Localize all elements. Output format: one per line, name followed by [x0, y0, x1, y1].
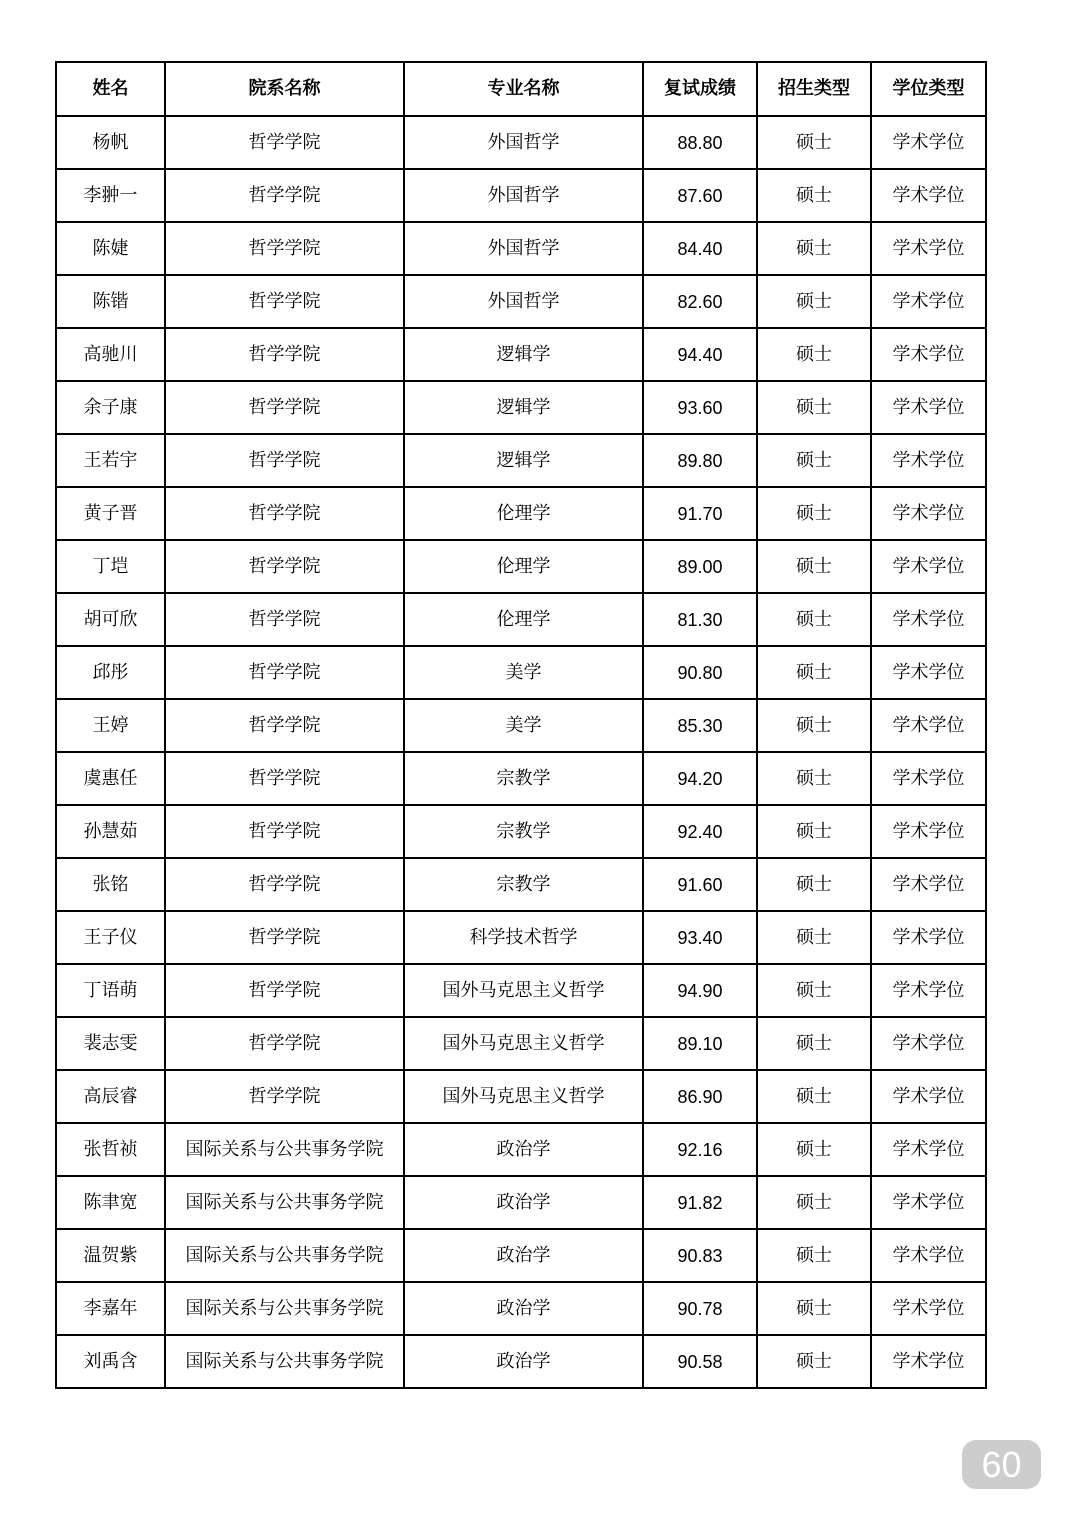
cell-department: 哲学学院 [165, 275, 404, 328]
cell-enrollment-type: 硕士 [757, 1176, 871, 1229]
cell-score: 90.58 [643, 1335, 757, 1388]
cell-name: 黄子晋 [56, 487, 165, 540]
table-row [56, 1017, 986, 1070]
cell-degree-type: 学术学位 [871, 1229, 986, 1282]
cell-name: 邱彤 [56, 646, 165, 699]
cell-score: 81.30 [643, 593, 757, 646]
cell-enrollment-type: 硕士 [757, 275, 871, 328]
cell-enrollment-type: 硕士 [757, 1282, 871, 1335]
cell-degree-type: 学术学位 [871, 1335, 986, 1388]
cell-name: 孙慧茹 [56, 805, 165, 858]
cell-major: 政治学 [404, 1176, 643, 1229]
cell-degree-type: 学术学位 [871, 911, 986, 964]
cell-department: 哲学学院 [165, 1070, 404, 1123]
table-row [56, 593, 986, 646]
cell-enrollment-type: 硕士 [757, 858, 871, 911]
cell-name: 胡可欣 [56, 593, 165, 646]
cell-score: 90.78 [643, 1282, 757, 1335]
header-department: 院系名称 [165, 62, 404, 116]
cell-department: 国际关系与公共事务学院 [165, 1176, 404, 1229]
table-row [56, 911, 986, 964]
cell-name: 杨帆 [56, 116, 165, 169]
cell-score: 94.40 [643, 328, 757, 381]
cell-enrollment-type: 硕士 [757, 487, 871, 540]
cell-enrollment-type: 硕士 [757, 1123, 871, 1176]
table-row [56, 540, 986, 593]
cell-degree-type: 学术学位 [871, 593, 986, 646]
cell-enrollment-type: 硕士 [757, 1017, 871, 1070]
table-row [56, 222, 986, 275]
table-row [56, 1229, 986, 1282]
cell-name: 张哲祯 [56, 1123, 165, 1176]
cell-enrollment-type: 硕士 [757, 752, 871, 805]
cell-department: 哲学学院 [165, 805, 404, 858]
cell-enrollment-type: 硕士 [757, 1335, 871, 1388]
cell-name: 王婷 [56, 699, 165, 752]
table-row [56, 381, 986, 434]
cell-enrollment-type: 硕士 [757, 593, 871, 646]
cell-department: 国际关系与公共事务学院 [165, 1282, 404, 1335]
table-row [56, 434, 986, 487]
cell-score: 89.80 [643, 434, 757, 487]
cell-major: 政治学 [404, 1123, 643, 1176]
table-row [56, 699, 986, 752]
header-name: 姓名 [56, 62, 165, 116]
cell-degree-type: 学术学位 [871, 964, 986, 1017]
table-row [56, 487, 986, 540]
cell-score: 87.60 [643, 169, 757, 222]
cell-major: 政治学 [404, 1335, 643, 1388]
cell-degree-type: 学术学位 [871, 1123, 986, 1176]
cell-major: 逻辑学 [404, 328, 643, 381]
cell-score: 94.20 [643, 752, 757, 805]
cell-degree-type: 学术学位 [871, 487, 986, 540]
cell-score: 90.83 [643, 1229, 757, 1282]
cell-department: 哲学学院 [165, 222, 404, 275]
header-enrollment-type: 招生类型 [757, 62, 871, 116]
cell-degree-type: 学术学位 [871, 1070, 986, 1123]
cell-enrollment-type: 硕士 [757, 964, 871, 1017]
cell-department: 哲学学院 [165, 540, 404, 593]
cell-enrollment-type: 硕士 [757, 1070, 871, 1123]
cell-name: 张铭 [56, 858, 165, 911]
header-degree-type: 学位类型 [871, 62, 986, 116]
cell-major: 国外马克思主义哲学 [404, 1070, 643, 1123]
cell-score: 93.40 [643, 911, 757, 964]
cell-major: 外国哲学 [404, 169, 643, 222]
cell-degree-type: 学术学位 [871, 752, 986, 805]
cell-enrollment-type: 硕士 [757, 646, 871, 699]
cell-score: 91.70 [643, 487, 757, 540]
cell-score: 84.40 [643, 222, 757, 275]
cell-name: 裴志雯 [56, 1017, 165, 1070]
header-row [56, 62, 986, 116]
cell-major: 政治学 [404, 1229, 643, 1282]
cell-major: 外国哲学 [404, 275, 643, 328]
page-number-badge: 60 [962, 1440, 1041, 1489]
cell-enrollment-type: 硕士 [757, 540, 871, 593]
cell-degree-type: 学术学位 [871, 381, 986, 434]
cell-name: 丁语萌 [56, 964, 165, 1017]
cell-major: 科学技术哲学 [404, 911, 643, 964]
cell-enrollment-type: 硕士 [757, 434, 871, 487]
cell-degree-type: 学术学位 [871, 540, 986, 593]
table-row [56, 1282, 986, 1335]
table-row [56, 116, 986, 169]
cell-degree-type: 学术学位 [871, 805, 986, 858]
cell-department: 国际关系与公共事务学院 [165, 1123, 404, 1176]
cell-name: 余子康 [56, 381, 165, 434]
cell-score: 94.90 [643, 964, 757, 1017]
cell-major: 美学 [404, 646, 643, 699]
cell-major: 宗教学 [404, 752, 643, 805]
cell-department: 哲学学院 [165, 1017, 404, 1070]
cell-department: 哲学学院 [165, 116, 404, 169]
cell-department: 哲学学院 [165, 964, 404, 1017]
cell-degree-type: 学术学位 [871, 434, 986, 487]
cell-department: 国际关系与公共事务学院 [165, 1229, 404, 1282]
cell-department: 哲学学院 [165, 752, 404, 805]
table-row [56, 169, 986, 222]
cell-department: 哲学学院 [165, 646, 404, 699]
cell-score: 92.16 [643, 1123, 757, 1176]
cell-degree-type: 学术学位 [871, 275, 986, 328]
cell-major: 国外马克思主义哲学 [404, 964, 643, 1017]
cell-department: 哲学学院 [165, 434, 404, 487]
cell-name: 刘禹含 [56, 1335, 165, 1388]
cell-name: 陈锴 [56, 275, 165, 328]
cell-score: 93.60 [643, 381, 757, 434]
cell-department: 哲学学院 [165, 699, 404, 752]
cell-degree-type: 学术学位 [871, 646, 986, 699]
table-body [56, 116, 986, 1388]
cell-department: 哲学学院 [165, 328, 404, 381]
cell-enrollment-type: 硕士 [757, 1229, 871, 1282]
header-major: 专业名称 [404, 62, 643, 116]
cell-major: 政治学 [404, 1282, 643, 1335]
cell-score: 82.60 [643, 275, 757, 328]
cell-department: 哲学学院 [165, 911, 404, 964]
cell-major: 宗教学 [404, 858, 643, 911]
table-row [56, 805, 986, 858]
cell-department: 哲学学院 [165, 381, 404, 434]
cell-degree-type: 学术学位 [871, 116, 986, 169]
cell-degree-type: 学术学位 [871, 169, 986, 222]
cell-name: 王若宇 [56, 434, 165, 487]
cell-score: 86.90 [643, 1070, 757, 1123]
cell-name: 陈婕 [56, 222, 165, 275]
table-row [56, 646, 986, 699]
admission-results-table [55, 61, 987, 1389]
cell-degree-type: 学术学位 [871, 699, 986, 752]
cell-major: 伦理学 [404, 540, 643, 593]
cell-department: 哲学学院 [165, 593, 404, 646]
cell-major: 逻辑学 [404, 434, 643, 487]
cell-major: 外国哲学 [404, 116, 643, 169]
cell-department: 哲学学院 [165, 858, 404, 911]
table-row [56, 964, 986, 1017]
table-row [56, 858, 986, 911]
table-row [56, 1123, 986, 1176]
cell-name: 李翀一 [56, 169, 165, 222]
table-row [56, 275, 986, 328]
cell-enrollment-type: 硕士 [757, 116, 871, 169]
cell-score: 88.80 [643, 116, 757, 169]
cell-name: 王子仪 [56, 911, 165, 964]
cell-degree-type: 学术学位 [871, 1282, 986, 1335]
cell-degree-type: 学术学位 [871, 222, 986, 275]
cell-major: 国外马克思主义哲学 [404, 1017, 643, 1070]
cell-score: 91.82 [643, 1176, 757, 1229]
cell-name: 温贺紫 [56, 1229, 165, 1282]
cell-degree-type: 学术学位 [871, 1017, 986, 1070]
cell-enrollment-type: 硕士 [757, 805, 871, 858]
cell-major: 逻辑学 [404, 381, 643, 434]
cell-score: 92.40 [643, 805, 757, 858]
cell-score: 91.60 [643, 858, 757, 911]
cell-name: 丁垲 [56, 540, 165, 593]
table-row [56, 328, 986, 381]
cell-degree-type: 学术学位 [871, 1176, 986, 1229]
cell-major: 伦理学 [404, 593, 643, 646]
cell-name: 虞惠任 [56, 752, 165, 805]
table-header [56, 62, 986, 116]
cell-enrollment-type: 硕士 [757, 222, 871, 275]
cell-enrollment-type: 硕士 [757, 169, 871, 222]
cell-degree-type: 学术学位 [871, 328, 986, 381]
cell-major: 伦理学 [404, 487, 643, 540]
cell-enrollment-type: 硕士 [757, 699, 871, 752]
cell-name: 高辰睿 [56, 1070, 165, 1123]
cell-score: 89.00 [643, 540, 757, 593]
table-row [56, 1335, 986, 1388]
header-score: 复试成绩 [643, 62, 757, 116]
cell-major: 宗教学 [404, 805, 643, 858]
cell-enrollment-type: 硕士 [757, 328, 871, 381]
cell-major: 外国哲学 [404, 222, 643, 275]
table-row [56, 752, 986, 805]
cell-name: 陈聿宽 [56, 1176, 165, 1229]
cell-enrollment-type: 硕士 [757, 381, 871, 434]
cell-enrollment-type: 硕士 [757, 911, 871, 964]
cell-score: 90.80 [643, 646, 757, 699]
cell-score: 89.10 [643, 1017, 757, 1070]
cell-degree-type: 学术学位 [871, 858, 986, 911]
cell-department: 国际关系与公共事务学院 [165, 1335, 404, 1388]
table-row [56, 1176, 986, 1229]
cell-department: 哲学学院 [165, 169, 404, 222]
cell-major: 美学 [404, 699, 643, 752]
cell-department: 哲学学院 [165, 487, 404, 540]
cell-score: 85.30 [643, 699, 757, 752]
cell-name: 李嘉年 [56, 1282, 165, 1335]
cell-name: 高驰川 [56, 328, 165, 381]
table-row [56, 1070, 986, 1123]
